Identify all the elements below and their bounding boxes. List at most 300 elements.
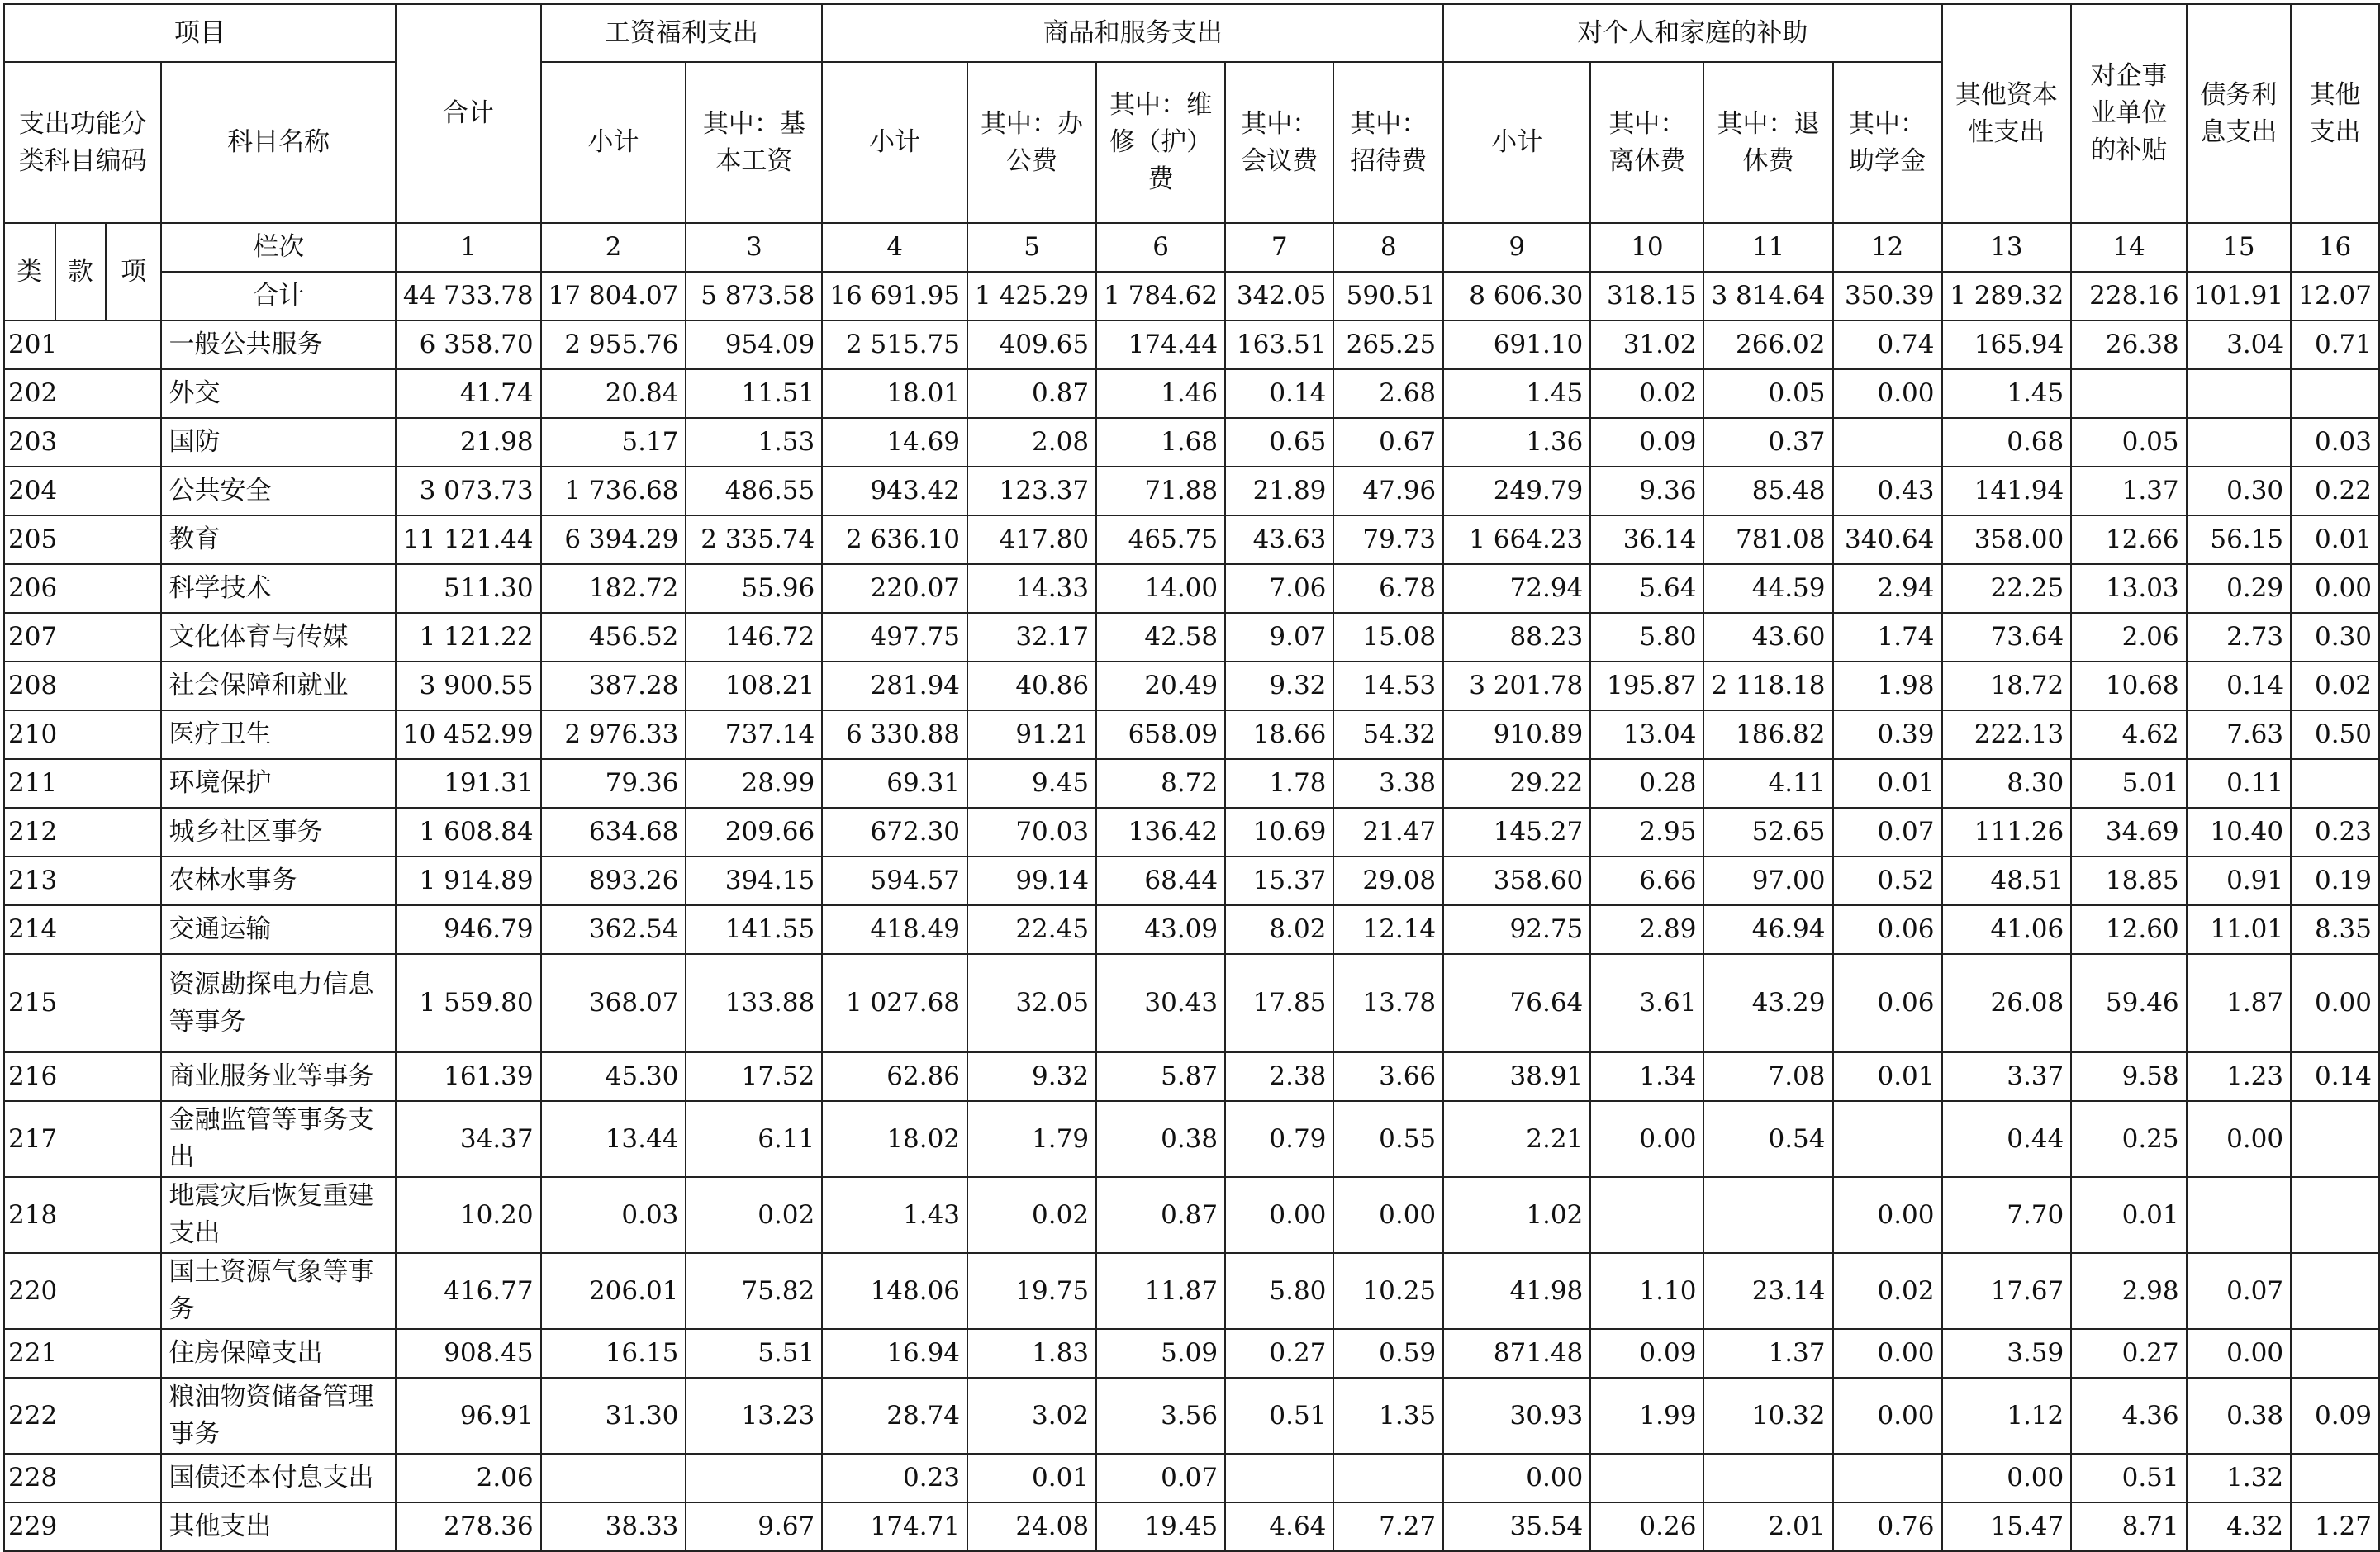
value-cell: 0.09 bbox=[1590, 418, 1703, 467]
value-cell: 1.35 bbox=[1333, 1378, 1443, 1454]
value-cell: 2.08 bbox=[967, 418, 1096, 467]
table-row bbox=[4, 320, 2379, 369]
subject-name-cell: 商业服务业等事务 bbox=[161, 1052, 395, 1101]
value-cell: 5.80 bbox=[1225, 1253, 1333, 1329]
column-number: 9 bbox=[1443, 223, 1590, 272]
value-cell: 1.68 bbox=[1096, 418, 1225, 467]
value-cell: 2.06 bbox=[2071, 613, 2186, 662]
column-number: 3 bbox=[686, 223, 822, 272]
category-code-cell: 205 bbox=[4, 515, 161, 564]
value-cell: 16.15 bbox=[541, 1329, 686, 1378]
table-row bbox=[4, 759, 2379, 808]
value-cell: 17.85 bbox=[1225, 954, 1333, 1052]
value-cell: 6 394.29 bbox=[541, 515, 686, 564]
value-cell: 174.44 bbox=[1096, 320, 1225, 369]
value-cell: 56.15 bbox=[2187, 515, 2291, 564]
value-cell: 1.45 bbox=[1443, 369, 1590, 418]
value-cell: 21.89 bbox=[1225, 467, 1333, 515]
value-cell: 20.84 bbox=[541, 369, 686, 418]
table-row bbox=[4, 1502, 2379, 1551]
value-cell: 3.02 bbox=[967, 1378, 1096, 1454]
value-cell: 9.45 bbox=[967, 759, 1096, 808]
value-cell: 44.59 bbox=[1703, 564, 1832, 613]
value-cell: 3 201.78 bbox=[1443, 662, 1590, 710]
value-cell: 12.66 bbox=[2071, 515, 2186, 564]
category-code-cell: 229 bbox=[4, 1502, 161, 1551]
value-cell: 222.13 bbox=[1942, 710, 2072, 759]
value-cell bbox=[1833, 418, 1942, 467]
value-cell: 191.31 bbox=[396, 759, 541, 808]
header-scholarship: 其中：助学金 bbox=[1833, 62, 1942, 223]
value-cell: 5.51 bbox=[686, 1329, 822, 1378]
value-cell: 18.66 bbox=[1225, 710, 1333, 759]
value-cell: 1.27 bbox=[2291, 1502, 2379, 1551]
value-cell: 0.30 bbox=[2187, 467, 2291, 515]
value-cell: 0.00 bbox=[1942, 1454, 2072, 1502]
total-value-cell: 5 873.58 bbox=[686, 272, 822, 320]
value-cell: 9.07 bbox=[1225, 613, 1333, 662]
value-cell: 123.37 bbox=[967, 467, 1096, 515]
header-subsidy-group: 对个人和家庭的补助 bbox=[1443, 4, 1941, 62]
value-cell: 278.36 bbox=[396, 1502, 541, 1551]
column-number: 12 bbox=[1833, 223, 1942, 272]
category-code-cell: 220 bbox=[4, 1253, 161, 1329]
value-cell: 6 330.88 bbox=[822, 710, 967, 759]
value-cell: 62.86 bbox=[822, 1052, 967, 1101]
value-cell: 1.10 bbox=[1590, 1253, 1703, 1329]
value-cell: 456.52 bbox=[541, 613, 686, 662]
value-cell: 511.30 bbox=[396, 564, 541, 613]
value-cell: 0.09 bbox=[1590, 1329, 1703, 1378]
subject-name-cell: 教育 bbox=[161, 515, 395, 564]
value-cell: 79.36 bbox=[541, 759, 686, 808]
total-value-cell: 1 289.32 bbox=[1942, 272, 2072, 320]
value-cell: 416.77 bbox=[396, 1253, 541, 1329]
value-cell: 1.37 bbox=[2071, 467, 2186, 515]
value-cell: 0.43 bbox=[1833, 467, 1942, 515]
value-cell: 15.08 bbox=[1333, 613, 1443, 662]
value-cell bbox=[2291, 1101, 2379, 1177]
value-cell: 206.01 bbox=[541, 1253, 686, 1329]
value-cell: 1.02 bbox=[1443, 1177, 1590, 1253]
value-cell: 0.27 bbox=[2071, 1329, 2186, 1378]
value-cell: 1.99 bbox=[1590, 1378, 1703, 1454]
value-cell: 13.03 bbox=[2071, 564, 2186, 613]
value-cell: 465.75 bbox=[1096, 515, 1225, 564]
subject-name-cell: 公共安全 bbox=[161, 467, 395, 515]
value-cell: 174.71 bbox=[822, 1502, 967, 1551]
value-cell: 4.64 bbox=[1225, 1502, 1333, 1551]
value-cell: 1 736.68 bbox=[541, 467, 686, 515]
value-cell: 7.08 bbox=[1703, 1052, 1832, 1101]
value-cell: 28.74 bbox=[822, 1378, 967, 1454]
value-cell: 358.00 bbox=[1942, 515, 2072, 564]
table-row bbox=[4, 1101, 2379, 1177]
value-cell: 0.71 bbox=[2291, 320, 2379, 369]
column-number: 4 bbox=[822, 223, 967, 272]
value-cell: 0.87 bbox=[1096, 1177, 1225, 1253]
value-cell: 69.31 bbox=[822, 759, 967, 808]
column-number: 2 bbox=[541, 223, 686, 272]
value-cell: 32.17 bbox=[967, 613, 1096, 662]
value-cell: 2.95 bbox=[1590, 808, 1703, 857]
value-cell: 36.14 bbox=[1590, 515, 1703, 564]
column-number: 16 bbox=[2291, 223, 2379, 272]
subject-name-cell: 社会保障和就业 bbox=[161, 662, 395, 710]
value-cell: 266.02 bbox=[1703, 320, 1832, 369]
table-row bbox=[4, 1253, 2379, 1329]
value-cell: 5.64 bbox=[1590, 564, 1703, 613]
value-cell: 11.51 bbox=[686, 369, 822, 418]
value-cell: 0.22 bbox=[2291, 467, 2379, 515]
value-cell bbox=[2187, 418, 2291, 467]
category-code-cell: 217 bbox=[4, 1101, 161, 1177]
header-debt-interest: 债务利息支出 bbox=[2187, 4, 2291, 223]
header-item: 项目 bbox=[4, 4, 396, 62]
value-cell: 362.54 bbox=[541, 905, 686, 954]
value-cell: 0.30 bbox=[2291, 613, 2379, 662]
subject-name-cell: 一般公共服务 bbox=[161, 320, 395, 369]
table-row bbox=[4, 808, 2379, 857]
subject-name-cell: 国债还本付息支出 bbox=[161, 1454, 395, 1502]
value-cell bbox=[1703, 1454, 1832, 1502]
value-cell: 910.89 bbox=[1443, 710, 1590, 759]
value-cell: 41.74 bbox=[396, 369, 541, 418]
value-cell: 1.34 bbox=[1590, 1052, 1703, 1101]
value-cell: 5.17 bbox=[541, 418, 686, 467]
value-cell: 0.06 bbox=[1833, 954, 1942, 1052]
value-cell: 14.69 bbox=[822, 418, 967, 467]
subject-name-cell: 文化体育与传媒 bbox=[161, 613, 395, 662]
table-row bbox=[4, 857, 2379, 905]
table-row bbox=[4, 418, 2379, 467]
value-cell: 4.32 bbox=[2187, 1502, 2291, 1551]
value-cell: 2.21 bbox=[1443, 1101, 1590, 1177]
value-cell: 0.07 bbox=[1833, 808, 1942, 857]
value-cell bbox=[1225, 1454, 1333, 1502]
value-cell: 13.04 bbox=[1590, 710, 1703, 759]
value-cell: 497.75 bbox=[822, 613, 967, 662]
value-cell: 0.26 bbox=[1590, 1502, 1703, 1551]
value-cell: 92.75 bbox=[1443, 905, 1590, 954]
value-cell: 6 358.70 bbox=[396, 320, 541, 369]
value-cell: 1.74 bbox=[1833, 613, 1942, 662]
value-cell bbox=[1833, 1454, 1942, 1502]
value-cell: 0.91 bbox=[2187, 857, 2291, 905]
value-cell: 871.48 bbox=[1443, 1329, 1590, 1378]
value-cell: 7.06 bbox=[1225, 564, 1333, 613]
value-cell: 0.44 bbox=[1942, 1101, 2072, 1177]
header-goods-subtotal: 小计 bbox=[822, 62, 967, 223]
value-cell: 0.14 bbox=[1225, 369, 1333, 418]
value-cell: 9.32 bbox=[967, 1052, 1096, 1101]
value-cell: 18.01 bbox=[822, 369, 967, 418]
category-code-cell: 212 bbox=[4, 808, 161, 857]
value-cell: 30.93 bbox=[1443, 1378, 1590, 1454]
subject-name-cell: 医疗卫生 bbox=[161, 710, 395, 759]
value-cell bbox=[1703, 1177, 1832, 1253]
value-cell: 14.33 bbox=[967, 564, 1096, 613]
value-cell: 2.73 bbox=[2187, 613, 2291, 662]
value-cell: 0.28 bbox=[1590, 759, 1703, 808]
value-cell: 10.69 bbox=[1225, 808, 1333, 857]
value-cell: 20.49 bbox=[1096, 662, 1225, 710]
value-cell bbox=[2291, 759, 2379, 808]
value-cell: 73.64 bbox=[1942, 613, 2072, 662]
subject-name-cell: 科学技术 bbox=[161, 564, 395, 613]
value-cell: 18.02 bbox=[822, 1101, 967, 1177]
value-cell: 737.14 bbox=[686, 710, 822, 759]
value-cell: 486.55 bbox=[686, 467, 822, 515]
value-cell: 0.76 bbox=[1833, 1502, 1942, 1551]
value-cell: 0.52 bbox=[1833, 857, 1942, 905]
value-cell: 59.46 bbox=[2071, 954, 2186, 1052]
column-order-row bbox=[4, 223, 2379, 272]
header-total: 合计 bbox=[396, 4, 541, 223]
value-cell: 1.32 bbox=[2187, 1454, 2291, 1502]
header-other-capital: 其他资本性支出 bbox=[1942, 4, 2072, 223]
table-row bbox=[4, 954, 2379, 1052]
value-cell: 8.35 bbox=[2291, 905, 2379, 954]
value-cell: 0.19 bbox=[2291, 857, 2379, 905]
total-value-cell: 8 606.30 bbox=[1443, 272, 1590, 320]
header-lei: 类 bbox=[4, 223, 55, 320]
value-cell: 1.23 bbox=[2187, 1052, 2291, 1101]
value-cell: 1.53 bbox=[686, 418, 822, 467]
value-cell: 47.96 bbox=[1333, 467, 1443, 515]
table-row bbox=[4, 1329, 2379, 1378]
value-cell: 0.38 bbox=[1096, 1101, 1225, 1177]
value-cell: 52.65 bbox=[1703, 808, 1832, 857]
value-cell: 0.06 bbox=[1833, 905, 1942, 954]
category-code-cell: 214 bbox=[4, 905, 161, 954]
value-cell: 43.63 bbox=[1225, 515, 1333, 564]
header-xiang: 项 bbox=[106, 223, 161, 320]
value-cell: 111.26 bbox=[1942, 808, 2072, 857]
value-cell: 29.08 bbox=[1333, 857, 1443, 905]
header-retirement-tuixiu: 其中：退休费 bbox=[1703, 62, 1832, 223]
value-cell: 658.09 bbox=[1096, 710, 1225, 759]
value-cell: 148.06 bbox=[822, 1253, 967, 1329]
column-number: 7 bbox=[1225, 223, 1333, 272]
header-wage-group: 工资福利支出 bbox=[541, 4, 823, 62]
value-cell: 141.94 bbox=[1942, 467, 2072, 515]
value-cell: 19.45 bbox=[1096, 1502, 1225, 1551]
value-cell: 186.82 bbox=[1703, 710, 1832, 759]
value-cell: 15.47 bbox=[1942, 1502, 2072, 1551]
total-row bbox=[4, 272, 2379, 320]
value-cell: 0.55 bbox=[1333, 1101, 1443, 1177]
value-cell: 24.08 bbox=[967, 1502, 1096, 1551]
value-cell: 72.94 bbox=[1443, 564, 1590, 613]
value-cell: 1 121.22 bbox=[396, 613, 541, 662]
expenditure-table bbox=[3, 3, 2380, 1552]
column-number: 13 bbox=[1942, 223, 2072, 272]
value-cell: 0.11 bbox=[2187, 759, 2291, 808]
value-cell: 161.39 bbox=[396, 1052, 541, 1101]
table-row bbox=[4, 564, 2379, 613]
value-cell: 7.63 bbox=[2187, 710, 2291, 759]
value-cell: 8.72 bbox=[1096, 759, 1225, 808]
category-code-cell: 221 bbox=[4, 1329, 161, 1378]
value-cell: 0.65 bbox=[1225, 418, 1333, 467]
value-cell: 10.32 bbox=[1703, 1378, 1832, 1454]
value-cell bbox=[1590, 1454, 1703, 1502]
value-cell: 11.01 bbox=[2187, 905, 2291, 954]
value-cell: 0.00 bbox=[1833, 1177, 1942, 1253]
value-cell: 2.68 bbox=[1333, 369, 1443, 418]
header-retirement-lixiu: 其中：离休费 bbox=[1590, 62, 1703, 223]
subject-name-cell: 外交 bbox=[161, 369, 395, 418]
value-cell: 35.54 bbox=[1443, 1502, 1590, 1551]
total-value-cell: 318.15 bbox=[1590, 272, 1703, 320]
header-goods-group: 商品和服务支出 bbox=[822, 4, 1443, 62]
value-cell: 145.27 bbox=[1443, 808, 1590, 857]
value-cell: 0.03 bbox=[2291, 418, 2379, 467]
value-cell: 91.21 bbox=[967, 710, 1096, 759]
value-cell: 30.43 bbox=[1096, 954, 1225, 1052]
value-cell: 85.48 bbox=[1703, 467, 1832, 515]
value-cell: 0.51 bbox=[2071, 1454, 2186, 1502]
value-cell: 15.37 bbox=[1225, 857, 1333, 905]
table-row bbox=[4, 662, 2379, 710]
value-cell: 182.72 bbox=[541, 564, 686, 613]
value-cell: 0.51 bbox=[1225, 1378, 1333, 1454]
value-cell bbox=[2291, 1253, 2379, 1329]
value-cell: 28.99 bbox=[686, 759, 822, 808]
value-cell: 0.74 bbox=[1833, 320, 1942, 369]
value-cell: 14.00 bbox=[1096, 564, 1225, 613]
category-code-cell: 208 bbox=[4, 662, 161, 710]
value-cell: 0.67 bbox=[1333, 418, 1443, 467]
value-cell: 43.09 bbox=[1096, 905, 1225, 954]
value-cell: 908.45 bbox=[396, 1329, 541, 1378]
value-cell: 10.68 bbox=[2071, 662, 2186, 710]
table-row bbox=[4, 710, 2379, 759]
value-cell: 13.23 bbox=[686, 1378, 822, 1454]
value-cell bbox=[1833, 1101, 1942, 1177]
subject-name-cell: 粮油物资储备管理事务 bbox=[161, 1378, 395, 1454]
value-cell: 1.78 bbox=[1225, 759, 1333, 808]
category-code-cell: 204 bbox=[4, 467, 161, 515]
value-cell: 41.06 bbox=[1942, 905, 2072, 954]
value-cell bbox=[2187, 1177, 2291, 1253]
value-cell: 22.45 bbox=[967, 905, 1096, 954]
value-cell: 358.60 bbox=[1443, 857, 1590, 905]
value-cell: 21.47 bbox=[1333, 808, 1443, 857]
value-cell: 4.36 bbox=[2071, 1378, 2186, 1454]
value-cell: 12.60 bbox=[2071, 905, 2186, 954]
value-cell: 9.67 bbox=[686, 1502, 822, 1551]
value-cell: 70.03 bbox=[967, 808, 1096, 857]
value-cell: 13.44 bbox=[541, 1101, 686, 1177]
value-cell: 3 073.73 bbox=[396, 467, 541, 515]
value-cell: 220.07 bbox=[822, 564, 967, 613]
value-cell: 691.10 bbox=[1443, 320, 1590, 369]
value-cell: 38.33 bbox=[541, 1502, 686, 1551]
header-other-expense: 其他支出 bbox=[2291, 4, 2379, 223]
total-value-cell: 17 804.07 bbox=[541, 272, 686, 320]
subject-name-cell: 农林水事务 bbox=[161, 857, 395, 905]
value-cell bbox=[2291, 1177, 2379, 1253]
value-cell: 0.25 bbox=[2071, 1101, 2186, 1177]
value-cell bbox=[2187, 369, 2291, 418]
value-cell: 954.09 bbox=[686, 320, 822, 369]
value-cell: 43.60 bbox=[1703, 613, 1832, 662]
value-cell: 97.00 bbox=[1703, 857, 1832, 905]
category-code-cell: 210 bbox=[4, 710, 161, 759]
value-cell: 0.02 bbox=[1833, 1253, 1942, 1329]
total-value-cell: 342.05 bbox=[1225, 272, 1333, 320]
value-cell: 209.66 bbox=[686, 808, 822, 857]
value-cell: 31.30 bbox=[541, 1378, 686, 1454]
column-number: 6 bbox=[1096, 223, 1225, 272]
value-cell: 43.29 bbox=[1703, 954, 1832, 1052]
value-cell: 0.14 bbox=[2291, 1052, 2379, 1101]
value-cell: 2.98 bbox=[2071, 1253, 2186, 1329]
value-cell: 946.79 bbox=[396, 905, 541, 954]
value-cell: 17.67 bbox=[1942, 1253, 2072, 1329]
value-cell: 75.82 bbox=[686, 1253, 822, 1329]
value-cell: 0.05 bbox=[2071, 418, 2186, 467]
value-cell: 2 335.74 bbox=[686, 515, 822, 564]
column-number: 1 bbox=[396, 223, 541, 272]
value-cell: 3.04 bbox=[2187, 320, 2291, 369]
column-order-label: 栏次 bbox=[161, 223, 395, 272]
value-cell: 249.79 bbox=[1443, 467, 1590, 515]
column-number: 5 bbox=[967, 223, 1096, 272]
value-cell: 2 636.10 bbox=[822, 515, 967, 564]
value-cell: 340.64 bbox=[1833, 515, 1942, 564]
value-cell: 0.00 bbox=[1833, 369, 1942, 418]
category-code-cell: 202 bbox=[4, 369, 161, 418]
table-row bbox=[4, 515, 2379, 564]
value-cell: 409.65 bbox=[967, 320, 1096, 369]
value-cell: 141.55 bbox=[686, 905, 822, 954]
value-cell: 368.07 bbox=[541, 954, 686, 1052]
value-cell: 19.75 bbox=[967, 1253, 1096, 1329]
subject-name-cell: 资源勘探电力信息等事务 bbox=[161, 954, 395, 1052]
category-code-cell: 211 bbox=[4, 759, 161, 808]
total-row-label: 合计 bbox=[161, 272, 395, 320]
value-cell: 6.66 bbox=[1590, 857, 1703, 905]
value-cell: 1.87 bbox=[2187, 954, 2291, 1052]
value-cell: 8.30 bbox=[1942, 759, 2072, 808]
value-cell bbox=[2291, 1329, 2379, 1378]
value-cell: 394.15 bbox=[686, 857, 822, 905]
category-code-cell: 206 bbox=[4, 564, 161, 613]
value-cell: 22.25 bbox=[1942, 564, 2072, 613]
value-cell: 1.98 bbox=[1833, 662, 1942, 710]
subject-name-cell: 国土资源气象等事务 bbox=[161, 1253, 395, 1329]
table-body bbox=[4, 4, 2379, 1551]
value-cell: 0.07 bbox=[2187, 1253, 2291, 1329]
value-cell: 26.08 bbox=[1942, 954, 2072, 1052]
value-cell: 5.01 bbox=[2071, 759, 2186, 808]
value-cell: 18.72 bbox=[1942, 662, 2072, 710]
value-cell: 1 664.23 bbox=[1443, 515, 1590, 564]
category-code-cell: 216 bbox=[4, 1052, 161, 1101]
value-cell: 1.37 bbox=[1703, 1329, 1832, 1378]
value-cell: 7.70 bbox=[1942, 1177, 2072, 1253]
subject-name-cell: 交通运输 bbox=[161, 905, 395, 954]
value-cell: 1.43 bbox=[822, 1177, 967, 1253]
value-cell: 9.58 bbox=[2071, 1052, 2186, 1101]
value-cell: 48.51 bbox=[1942, 857, 2072, 905]
value-cell: 6.78 bbox=[1333, 564, 1443, 613]
value-cell: 2 515.75 bbox=[822, 320, 967, 369]
value-cell: 79.73 bbox=[1333, 515, 1443, 564]
